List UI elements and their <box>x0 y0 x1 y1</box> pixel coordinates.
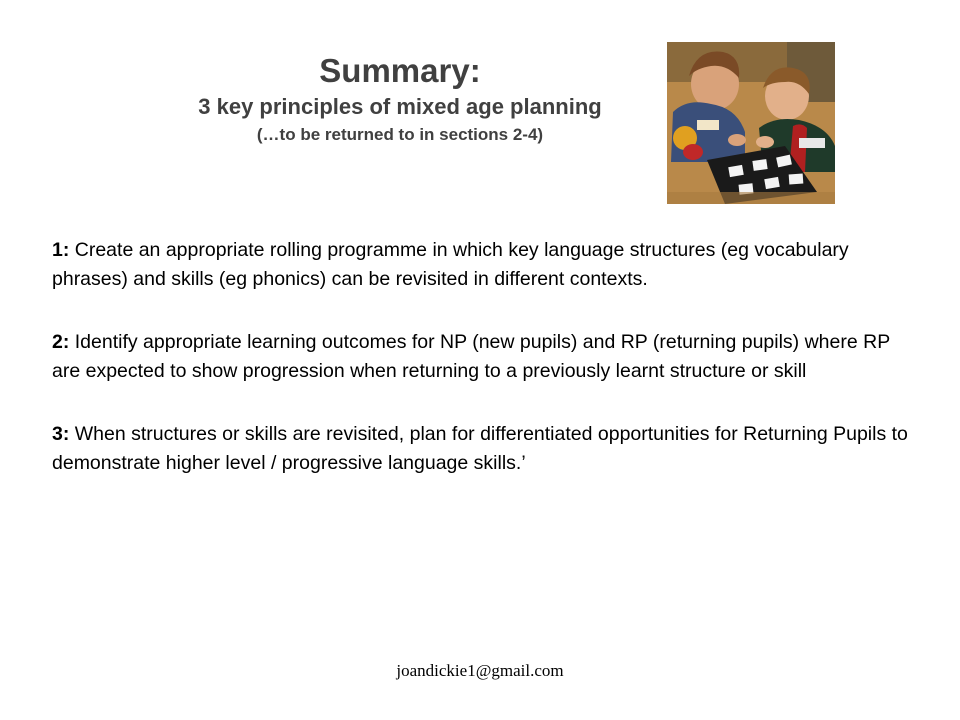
principle-text: Identify appropriate learning outcomes for NP (new pupils) and RP (returning pupils) where RP are expected to show progression when returning to a previously learnt structure or skill <box>52 331 890 382</box>
principle-text: Create an appropriate rolling programme in which key language structures (eg vocabulary phrases) and skills (eg phonics) can be revisited in different contexts. <box>52 239 849 290</box>
principle-number: 1: <box>52 239 70 261</box>
principle-number: 2: <box>52 331 70 353</box>
principle-item <box>52 328 914 386</box>
footer-email: joandickie1@gmail.com <box>396 661 564 680</box>
slide-note: (…to be returned to in sections 2-4) <box>256 125 544 144</box>
slide-title: Summary: <box>319 52 481 89</box>
classroom-photo-illustration <box>667 42 835 204</box>
title-block <box>60 52 740 146</box>
classroom-photo <box>667 42 835 204</box>
principles-list <box>52 236 914 512</box>
principle-item <box>52 236 914 294</box>
slide-subtitle: 3 key principles of mixed age planning <box>198 94 602 119</box>
principle-item <box>52 420 914 478</box>
principle-number: 3: <box>52 423 70 445</box>
principle-text: When structures or skills are revisited, plan for differentiated opportunities for Returning Pupils to demonstrate higher level / progressive language skills.’ <box>52 423 908 474</box>
